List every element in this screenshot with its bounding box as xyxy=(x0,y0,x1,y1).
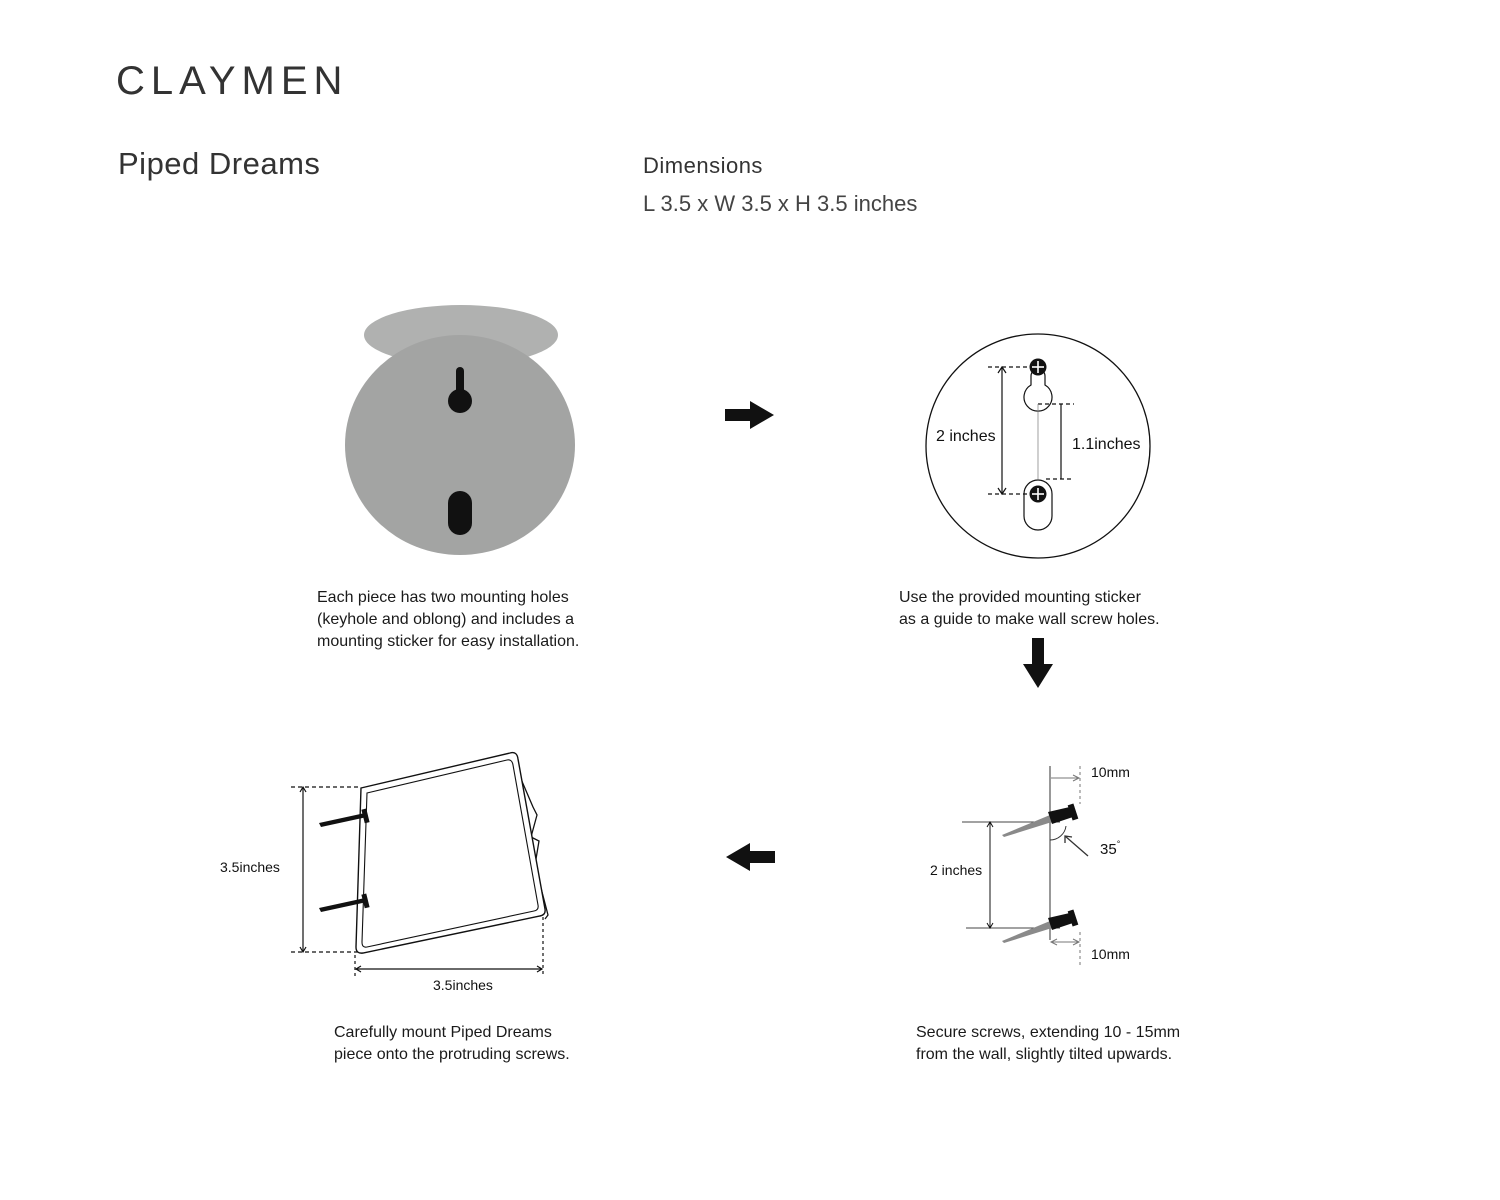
product-title: Piped Dreams xyxy=(118,146,321,181)
screw-head-icon xyxy=(1030,359,1047,376)
step-3-caption: Secure screws, extending 10 - 15mm from the wall, slightly tilted upwards. xyxy=(916,1024,1181,1063)
bottom-extension-label: 10mm xyxy=(1091,946,1130,962)
piece-outline xyxy=(356,753,545,954)
mounting-sticker-illustration xyxy=(920,328,1156,564)
arrow-down-icon xyxy=(1020,636,1056,692)
screw-icon xyxy=(1002,909,1078,943)
angle-label: 35° xyxy=(1100,839,1121,858)
product-back-illustration xyxy=(330,295,590,565)
top-extension-label: 10mm xyxy=(1091,764,1130,780)
brand-logo: CLAYMEN xyxy=(116,59,349,103)
oblong-hole-icon xyxy=(448,491,472,535)
spacing-label: 2 inches xyxy=(930,862,983,878)
arrow-left-icon xyxy=(722,842,778,874)
width-label: 3.5inches xyxy=(433,977,493,993)
mounted-piece-illustration xyxy=(215,745,555,1000)
dimensions-value: L 3.5 x W 3.5 x H 3.5 inches xyxy=(643,191,918,216)
hole-spacing-label: 2 inches xyxy=(936,428,996,445)
offset-label: 1.1inches xyxy=(1072,436,1141,453)
height-label: 3.5inches xyxy=(220,859,280,875)
step-1-caption: Each piece has two mounting holes (keyhole and oblong) and includes a mounting sticker for easy installation. xyxy=(317,589,580,650)
screw-head-icon xyxy=(1030,486,1047,503)
step-2-caption: Use the provided mounting sticker as a guide to make wall screw holes. xyxy=(899,589,1160,628)
step-4-caption: Carefully mount Piped Dreams piece onto the protruding screws. xyxy=(334,1024,570,1063)
arrow-right-icon xyxy=(722,400,778,432)
wall-screws-illustration xyxy=(920,760,1160,975)
dimensions-heading: Dimensions xyxy=(643,153,763,178)
screw-icon xyxy=(1002,803,1078,837)
